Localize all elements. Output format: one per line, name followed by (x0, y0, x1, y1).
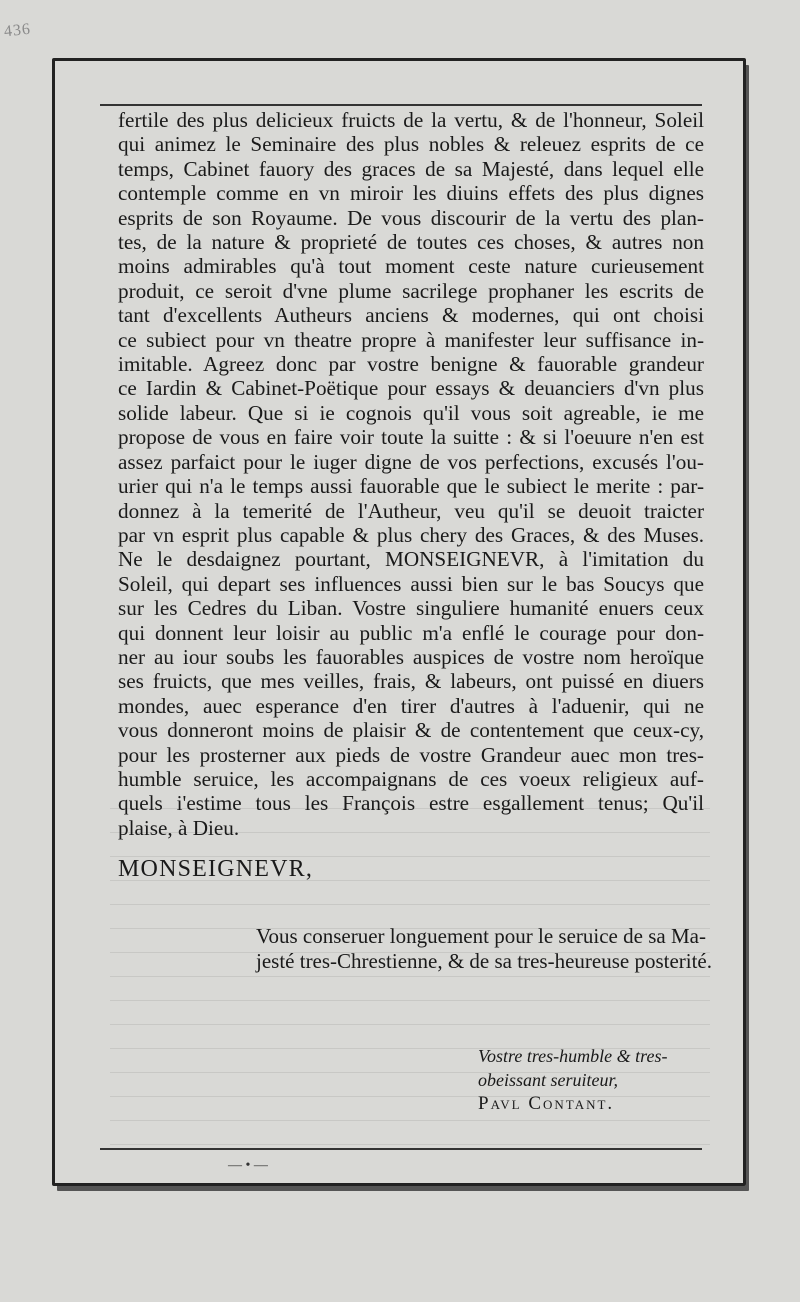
body-line: quels i'estime tous les François estre esgallement tenus; Qu'il (118, 791, 704, 816)
page-number: 436 (3, 20, 32, 41)
body-line: ce subiect pour vn theatre propre à manifester leur suffisance in- (118, 327, 704, 352)
body-line: produit, ce seroit d'vne plume sacrilege prophaner les escrits de (118, 278, 704, 303)
body-line: urier qui n'a le temps aussi fauorable que le subiect le merite : par- (118, 474, 704, 499)
body-line: temps, Cabinet fauory des graces de sa Majesté, dans lequel elle (118, 156, 704, 181)
body-line: qui donnent leur loisir au public m'a enflé le courage pour don- (118, 620, 704, 645)
body-line: moins admirables qu'à tout moment ceste nature curieusement (118, 254, 704, 279)
closing-paragraph (256, 924, 713, 974)
body-line: ner au iour soubs les fauorables auspices de vostre nom heroïque (118, 644, 704, 669)
body-line: esprits de son Royaume. De vous discourir de la vertu des plan- (118, 205, 704, 230)
body-line: qui animez le Seminaire des plus nobles & releuez esprits de ce (118, 132, 704, 157)
body-line: Soleil, qui depart ses influences aussi bien sur le bas Soucys que (118, 571, 704, 596)
body-line: vous donneront moins de plaisir & de contentement que ceux-cy, (118, 718, 704, 743)
top-rule (100, 104, 702, 106)
body-line: sur les Cedres du Liban. Vostre singuliere humanité enuers ceux (118, 596, 704, 621)
body-line: pour les prosterner aux pieds de vostre Grandeur auec mon tres- (118, 742, 704, 767)
body-line: solide labeur. Que si ie cognois qu'il vous soit agreable, ie me (118, 400, 704, 425)
body-line: contemple comme en vn miroir les diuins effets des plus dignes (118, 181, 704, 206)
ornament-mark: — • — (228, 1158, 268, 1173)
bottom-rule (100, 1148, 702, 1150)
body-line: propose de vous en faire voir toute la suitte : & si l'oeuure n'en est (118, 425, 704, 450)
body-line: humble seruice, les accompaignans de ces voeux religieux auf- (118, 766, 704, 791)
signature-line: obeissant seruiteur, (478, 1070, 619, 1090)
body-line: ce Iardin & Cabinet-Poëtique pour essays & deuanciers d'vn plus (118, 376, 704, 401)
body-line: ses fruicts, que mes veilles, frais, & labeurs, ont puissé en diuers (118, 669, 704, 694)
body-line: imitable. Agreez donc par vostre benigne & fauorable grandeur (118, 352, 704, 377)
body-line: donnez à la temerité de l'Autheur, veu qu'il se deuoit traicter (118, 498, 704, 523)
body-line: mondes, auec esperance d'en tirer d'autres à l'aduenir, qui ne (118, 693, 704, 718)
body-line: plaise, à Dieu. (118, 815, 240, 840)
closing-line: Vous conseruer longuement pour le seruice de sa Ma- (256, 924, 706, 948)
body-line: fertile des plus delicieux fruicts de la vertu, & de l'honneur, Soleil (118, 108, 704, 132)
salutation-heading: MONSEIGNEVR, (118, 856, 314, 882)
signature-name: Pavl Contant. (478, 1093, 615, 1114)
body-line: tes, de la nature & proprieté de toutes ces choses, & autres non (118, 230, 704, 255)
body-line: Ne le desdaignez pourtant, MONSEIGNEVR, à l'imitation du (118, 547, 704, 572)
body-line: assez parfaict pour le iuger digne de vos perfections, excusés l'ou- (118, 449, 704, 474)
body-line: par vn esprit plus capable & plus chery des Graces, & des Muses. (118, 522, 704, 547)
body-line: tant d'excellents Autheurs anciens & modernes, qui ont choisi (118, 303, 704, 328)
signature-line: Vostre tres-humble & tres- (478, 1046, 668, 1066)
closing-line: jesté tres-Chrestienne, & de sa tres-heureuse posterité. (256, 949, 713, 973)
dedication-body (118, 108, 704, 840)
signature-block (478, 1044, 710, 1116)
